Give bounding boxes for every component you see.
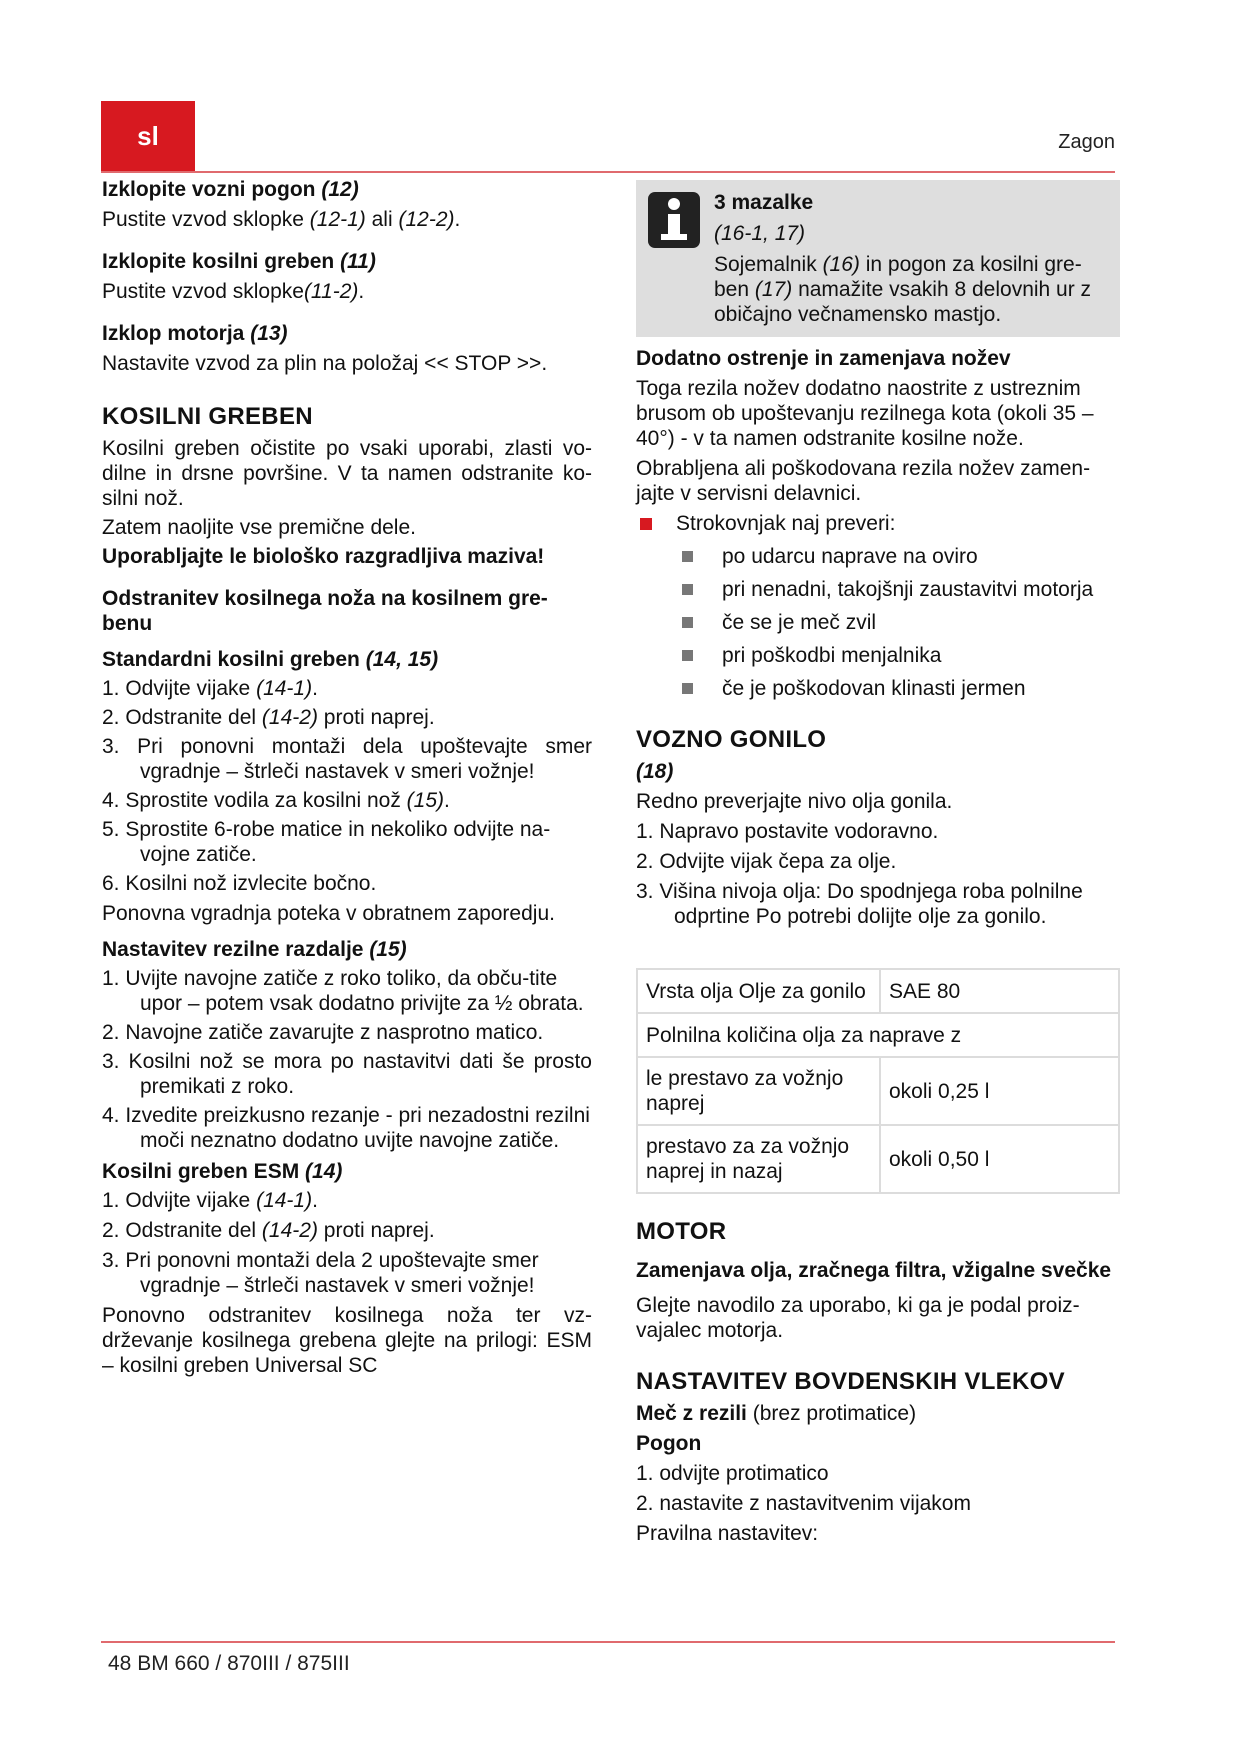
language-tab <box>101 101 195 171</box>
paragraph: Pravilna nastavitev: <box>636 1522 819 1545</box>
paragraph: Redno preverjajte nivo olja gonila. <box>636 790 953 813</box>
header-rule <box>101 171 1115 173</box>
page-footer: 48 BM 660 / 870III / 875III <box>108 1652 350 1675</box>
heading-kosilni-greben: KOSILNI GREBEN <box>102 403 313 430</box>
list-item: 3. Kosilni nož se mora po nastavitvi dati še prosto premikati z roko. <box>102 1050 592 1098</box>
subheading-izklop-motorja: Izklop motorja (13) <box>102 322 288 345</box>
subheading-standardni: Standardni kosilni greben (14, 15) <box>102 648 439 671</box>
right-column-lower <box>636 1219 1124 1546</box>
paragraph: Kosilni greben očistite po vsaki uporabi, zlasti vo-dilne in drsne površine. V ta namen odstranite ko-silni nož. <box>102 437 592 510</box>
subheading-rezilna-razdalja: Nastavitev rezilne razdalje (15) <box>102 938 407 961</box>
bullet-icon <box>682 650 693 661</box>
bullet-icon <box>682 584 693 595</box>
subheading-ostrenje: Dodatno ostrenje in zamenjava nožev <box>636 347 1011 370</box>
table-row <box>637 1013 1119 1057</box>
language-code: sl <box>137 120 159 151</box>
oil-table <box>636 968 1120 1194</box>
table-cell: okoli 0,25 l <box>880 1057 1119 1125</box>
bullet-icon <box>682 617 693 628</box>
list-item: 3. Višina nivoja olja: Do spodnjega roba polnilne odprtine Po potrebi dolijte olje za gonilo. <box>636 880 1083 928</box>
bullet-icon <box>682 683 693 694</box>
list-item: 2. Navojne zatiče zavarujte z nasprotno matico. <box>102 1021 544 1044</box>
list-item: 2. nastavite z nastavitvenim vijakom <box>636 1492 971 1515</box>
heading-motor: MOTOR <box>636 1218 727 1245</box>
list-item: 1. Napravo postavite vodoravno. <box>636 820 939 843</box>
list-item: 3. Pri ponovni montaži dela 2 upoštevajte smer vgradnje – štrleči nastavek v smeri vožnje! <box>102 1249 539 1297</box>
list-item: Strokovnjak naj preveri: <box>636 511 1124 536</box>
subheading-odstranitev: Odstranitev kosilnega noža na kosilnem gre-benu <box>102 587 548 635</box>
subheading-pogon: Pogon <box>636 1432 702 1455</box>
table-cell: SAE 80 <box>880 969 1119 1013</box>
subheading-kosilni-greben: Izklopite kosilni greben (11) <box>102 250 376 273</box>
list-item: pri poškodbi menjalnika <box>636 643 1124 668</box>
paragraph: Meč z rezili (brez protimatice) <box>636 1402 917 1425</box>
bullet-icon <box>640 518 652 530</box>
table-cell: okoli 0,50 l <box>880 1125 1119 1193</box>
list-item: če je poškodovan klinasti jermen <box>636 676 1124 701</box>
bullet-icon <box>682 551 693 562</box>
paragraph: Nastavite vzvod za plin na položaj << STOP >>. <box>102 352 548 375</box>
paragraph: Toga rezila nožev dodatno naostrite z ustreznim brusom ob upoštevanju rezilnega kota (okoli 35 – 40°) - v ta namen odstranite kosilne nože. <box>636 377 1094 450</box>
table-cell: prestavo za za vožnjo naprej in nazaj <box>637 1125 880 1193</box>
table-row <box>637 1057 1119 1125</box>
heading-bovdenski-vlek: NASTAVITEV BOVDENSKIH VLEKOV <box>636 1368 1065 1395</box>
info-icon <box>648 192 700 248</box>
list-item: 1. Odvijte vijake (14-1). <box>102 1189 318 1212</box>
list-item: 5. Sprostite 6-robe matice in nekoliko odvijte na-vojne zatiče. <box>102 818 551 866</box>
list-item: 1. odvijte protimatico <box>636 1462 829 1485</box>
left-column <box>102 177 592 1378</box>
table-row <box>637 1125 1119 1193</box>
list-item: 1. Uvijte navojne zatiče z roko toliko, da obču-tite upor – potem vsak dodatno privijte za ½ obrata. <box>102 967 584 1015</box>
list-item: če se je meč zvil <box>636 610 1124 635</box>
table-row <box>637 969 1119 1013</box>
paragraph: Zatem naoljite vse premične dele. <box>102 516 416 539</box>
info-body: Sojemalnik (16) in pogon za kosilni gre-ben (17) namažite vsakih 8 delovnih ur z običajno večnamensko mastjo. <box>714 253 1092 326</box>
list-item: 4. Izvedite preizkusno rezanje - pri nezadostni rezilni moči neznatno dodatno uvijte navojne zatiče. <box>102 1104 590 1152</box>
list-item: 4. Sprostite vodila za kosilni nož (15). <box>102 789 450 812</box>
gonilo-ref: (18) <box>636 760 674 783</box>
paragraph: Pustite vzvod sklopke (12-1) ali (12-2). <box>102 208 461 231</box>
info-title: 3 mazalke <box>714 191 814 214</box>
footer-rule <box>101 1641 1115 1643</box>
subheading-zamenjava: Zamenjava olja, zračnega filtra, vžigalne svečke <box>636 1259 1112 1282</box>
info-ref: (16-1, 17) <box>714 222 806 245</box>
warning-text: Uporabljajte le biološko razgradljiva maziva! <box>102 545 545 568</box>
table-cell: Vrsta olja Olje za gonilo <box>637 969 880 1013</box>
section-title: Zagon <box>1058 131 1115 153</box>
list-item: po udarcu naprave na oviro <box>636 544 1124 569</box>
paragraph: Obrabljena ali poškodovana rezila nožev zamen-jajte v servisni delavnici. <box>636 457 1091 505</box>
right-column-upper <box>636 346 1124 929</box>
subheading-vozni-pogon: Izklopite vozni pogon (12) <box>102 178 359 201</box>
list-item: 2. Odvijte vijak čepa za olje. <box>636 850 897 873</box>
list-item: 2. Odstranite del (14-2) proti naprej. <box>102 1219 435 1242</box>
list-item: 6. Kosilni nož izvlecite bočno. <box>102 872 377 895</box>
paragraph: Ponovno odstranitev kosilnega noža ter vz-drževanje kosilnega grebena glejte na prilogi: ESM – kosilni greben Universal SC <box>102 1304 592 1377</box>
list-item: 3. Pri ponovni montaži dela upoštevajte smer vgradnje – štrleči nastavek v smeri vožnje! <box>102 735 592 783</box>
list-item: 1. Odvijte vijake (14-1). <box>102 677 318 700</box>
list-item: 2. Odstranite del (14-2) proti naprej. <box>102 706 435 729</box>
paragraph: Ponovna vgradnja poteka v obratnem zaporedju. <box>102 902 555 925</box>
table-cell: le prestavo za vožnjo naprej <box>637 1057 880 1125</box>
info-text <box>714 190 1114 327</box>
paragraph: Pustite vzvod sklopke(11-2). <box>102 280 365 303</box>
list-item: pri nenadni, takojšnji zaustavitvi motorja <box>636 577 1124 602</box>
table-cell: Polnilna količina olja za naprave z <box>637 1013 1119 1057</box>
subheading-esm: Kosilni greben ESM (14) <box>102 1160 343 1183</box>
paragraph: Glejte navodilo za uporabo, ki ga je podal proiz-vajalec motorja. <box>636 1294 1080 1342</box>
info-box <box>636 180 1120 337</box>
heading-vozno-gonilo: VOZNO GONILO <box>636 726 827 753</box>
